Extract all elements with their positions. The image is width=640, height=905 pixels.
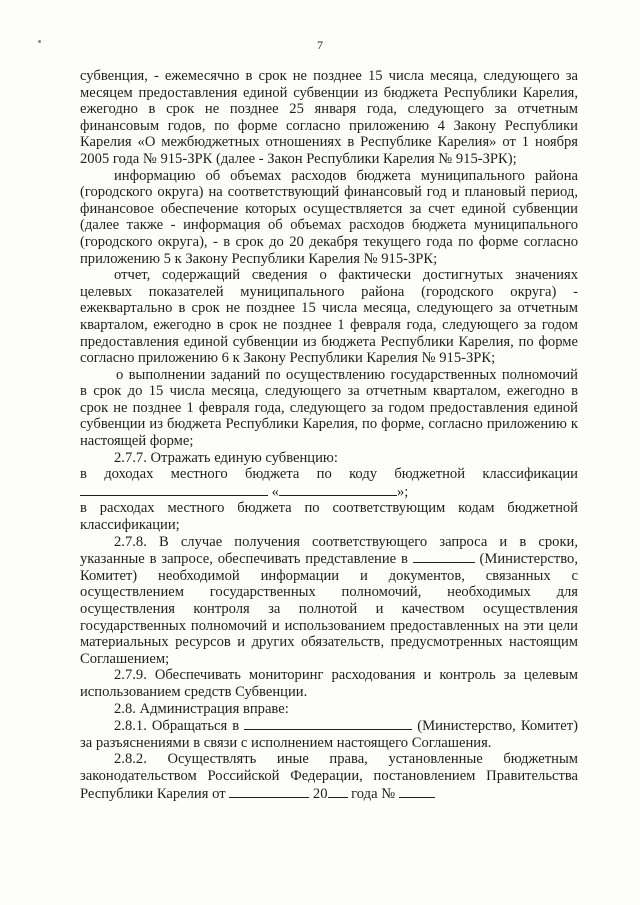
paragraph-expense-codes: в расходах местного бюджета по соответствующим кодам бюджетной классификации;: [80, 500, 578, 534]
request-text: 2.7.8. В случае получения соответствующего запроса и в сроки, указанные в запросе, обеспечивать представление в: [80, 533, 578, 568]
blank-year-field: [328, 785, 348, 798]
paragraph-2-7-9: 2.7.9. Обеспечивать мониторинг расходования и контроль за целевым использованием средств Субвенции.: [80, 667, 578, 700]
income-code-text: в доходах местного бюджета по коду бюджетной классификации: [80, 466, 578, 483]
appeal-text: 2.8.1. Обращаться в: [114, 718, 240, 735]
blank-ministry-field: [413, 550, 475, 563]
blank-ministry-field-2: [244, 717, 412, 730]
paragraph-expense-info: информацию об объемах расходов бюджета муниципального района (городского округа) на соответствующий финансовый год и плановый период, финансовое обеспечение которых осуществляется за счет единой субвенции (далее также - информация об объемах расходов бюджета муниципального (городского округа), - в срок до 20 декабря текущего года по форме согласно приложению 5 к Закону Республики Карелия № 915-ЗРК;: [80, 167, 578, 267]
paragraph-2-7-7: 2.7.7. Отражать единую субвенцию:: [114, 449, 338, 466]
paragraph-target-indicators: отчет, содержащий сведения о фактически достигнутых значениях целевых показателей муниципального района (городского округа) - ежеквартально в срок не позднее 15 числа месяца, следующего за отчетным кварталом, ежегодно в срок не позднее 1 февраля года, следующего за годом предоставления единой субвенции из бюджета Республики Карелия, по форме согласно приложению 6 к Закону Республики Карелия № 915-ЗРК;: [80, 267, 578, 367]
blank-date-field: [229, 785, 309, 798]
blank-number-field: [399, 785, 435, 798]
blank-code-name-field: [279, 483, 397, 496]
paragraph-subvention-report: субвенция, - ежемесячно в срок не позднее 15 числа месяца, следующего за месяцем предоставления единой субвенции из бюджета Республики Карелия, ежегодно в срок не позднее 25 января года, следующего за отчетным финансовым годов, по форме согласно приложению 4 Закону Республики Карелия «О межбюджетных отношениях в Республике Карелия» от 1 ноября 2005 года № 915-ЗРК (далее - Закон Республики Карелия № 915-ЗРК);: [80, 68, 578, 167]
blank-code-field: [80, 483, 268, 496]
request-text-cont: (Министерство, Комитет) необходимой информации и документов, связанных с осуществлением государственных полномочий, необходимых для осуществления контроля за полнотой и качеством осуществления государственных полномочий и использованием предоставленных на эти цели материальных ресурсов и других обязательств, предусмотренных настоящим Соглашением;: [80, 551, 578, 667]
paragraph-2-8-2: [80, 751, 578, 802]
paragraph-income-code: [80, 466, 578, 500]
paragraph-2-7-8: [80, 534, 578, 668]
year-prefix: 20: [312, 785, 328, 802]
quote-close: »;: [396, 483, 409, 500]
paragraph-2-8-1: [80, 717, 578, 751]
paragraph-2-8: 2.8. Администрация вправе:: [114, 700, 289, 717]
appeal-text-cont: (Министерство, Комитет) за разъяснениями в связи с исполнением настоящего Соглашения.: [80, 718, 578, 751]
year-number-label: года №: [351, 785, 396, 802]
page-number: 7: [317, 38, 323, 52]
paragraph-tasks-report: о выполнении заданий по осуществлению государственных полномочий в срок до 15 числа месяца, следующего за отчетным кварталом, ежегодно в срок не позднее 1 февраля года, следующего за годом предоставления единой субвенции из бюджета Республики Карелия, по форме, согласно приложению к настоящей форме;: [80, 366, 578, 450]
rights-text: 2.8.2. Осуществлять иные права, установленные бюджетным законодательством Российской Федерации, постановлением Правительства Республики Карелия от: [80, 751, 578, 802]
quote-open: «: [271, 483, 279, 500]
document-body: [80, 68, 578, 802]
